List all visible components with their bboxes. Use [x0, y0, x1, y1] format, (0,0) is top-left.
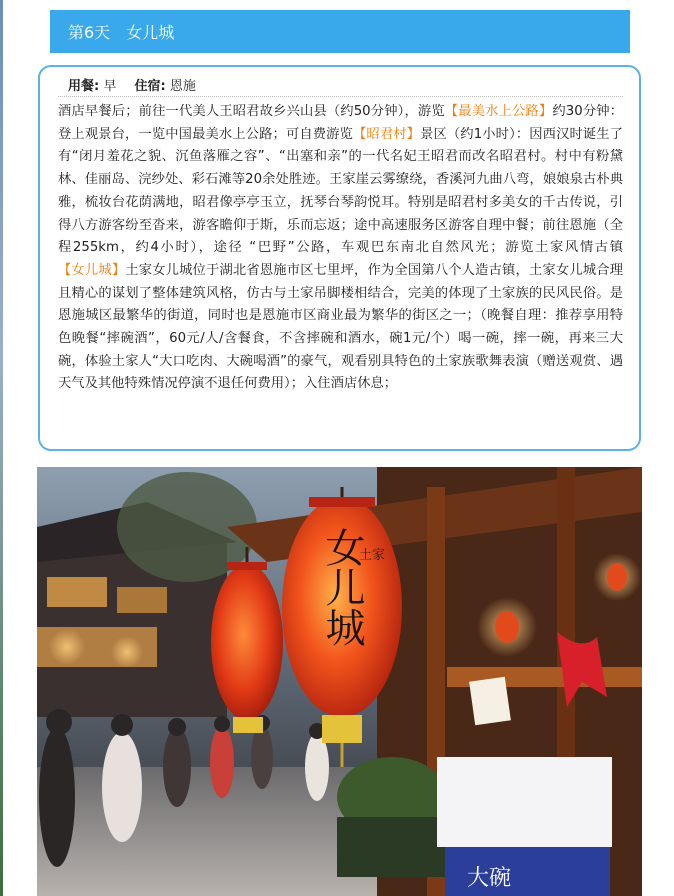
lantern-small-text: 土家: [359, 548, 386, 563]
stay-label: 住宿:: [134, 79, 166, 94]
day-title: 女儿城: [126, 23, 175, 42]
highlight-nuer-city: 【女儿城】: [58, 262, 126, 278]
meal-label: 用餐:: [68, 79, 100, 94]
stay-value: 恩施: [169, 79, 196, 94]
meal-value: 早: [103, 79, 117, 94]
highlight-water-road: 【最美水上公路】: [444, 104, 553, 119]
lantern-text: 女儿城: [319, 527, 365, 647]
highlight-zhaojun-village: 【昭君村】: [353, 126, 421, 142]
left-edge-strip: [0, 0, 3, 896]
cooler-box: [437, 757, 612, 847]
meal-line: [68, 75, 196, 94]
day-number: 第6天: [68, 23, 111, 42]
itinerary-box: [38, 65, 641, 451]
itinerary-part-1: 酒店早餐后；前往一代美人王昭君故乡兴山县（约50分钟），游览: [58, 104, 445, 119]
nuer-city-photo: [37, 467, 642, 896]
dotted-divider: [58, 96, 623, 97]
svg-text:大碗: 大碗: [467, 866, 512, 891]
day-header: [50, 10, 630, 53]
itinerary-part-2: 约30分钟：登上观景台，一览中国最美水上公路；可自费游览: [58, 104, 623, 142]
itinerary-part-4: 土家女儿城位于湖北省恩施市区七里坪，作为全国第八个人造古镇，土家女儿城合理且精心的谋划了整体建筑风格，仿古与土家吊脚楼相结合，完美的体现了土家族的民风民俗。是恩施城区最繁华的街道，同时也是恩施市区商业最为繁华的街区之一；（晚餐自理：推荐享用特色晚餐“摔碗酒”，60元/人/含餐食，不含摔碗和酒水，碗1元/个）喝一碗，摔一碗，再来三大碗，体验土家人“大口吃肉、大碗喝酒”的豪气，观看别具特色的土家族歌舞表演（赠送观赏、遇天气及其他特殊情况停演不退任何费用）；入住酒店休息；: [58, 262, 623, 392]
itinerary-part-3: 景区（约1小时）：因西汉时诞生了有“闭月羞花之貌、沉鱼落雁之容”、“出塞和亲”的一代名妃王昭君而改名昭君村。村中有粉黛林、佳丽岛、浣纱处、彩石滩等20余处胜迹。王家崖云雾缭绕，香溪河九曲八弯，娘娘泉古朴典雅，梳妆台花荫满地，昭君像亭亭玉立，抚琴台琴韵悦耳。特别是昭君村多美女的千古传说，引得八方游客纷至沓来，游客瞻仰于斯，乐而忘返；途中高速服务区游客自理中餐；前往恩施（全程255km，约4小时），途径 “巴野”公路，车观巴东南北自然风光；游览土家风情古镇: [58, 126, 624, 256]
itinerary-text: [58, 101, 623, 396]
